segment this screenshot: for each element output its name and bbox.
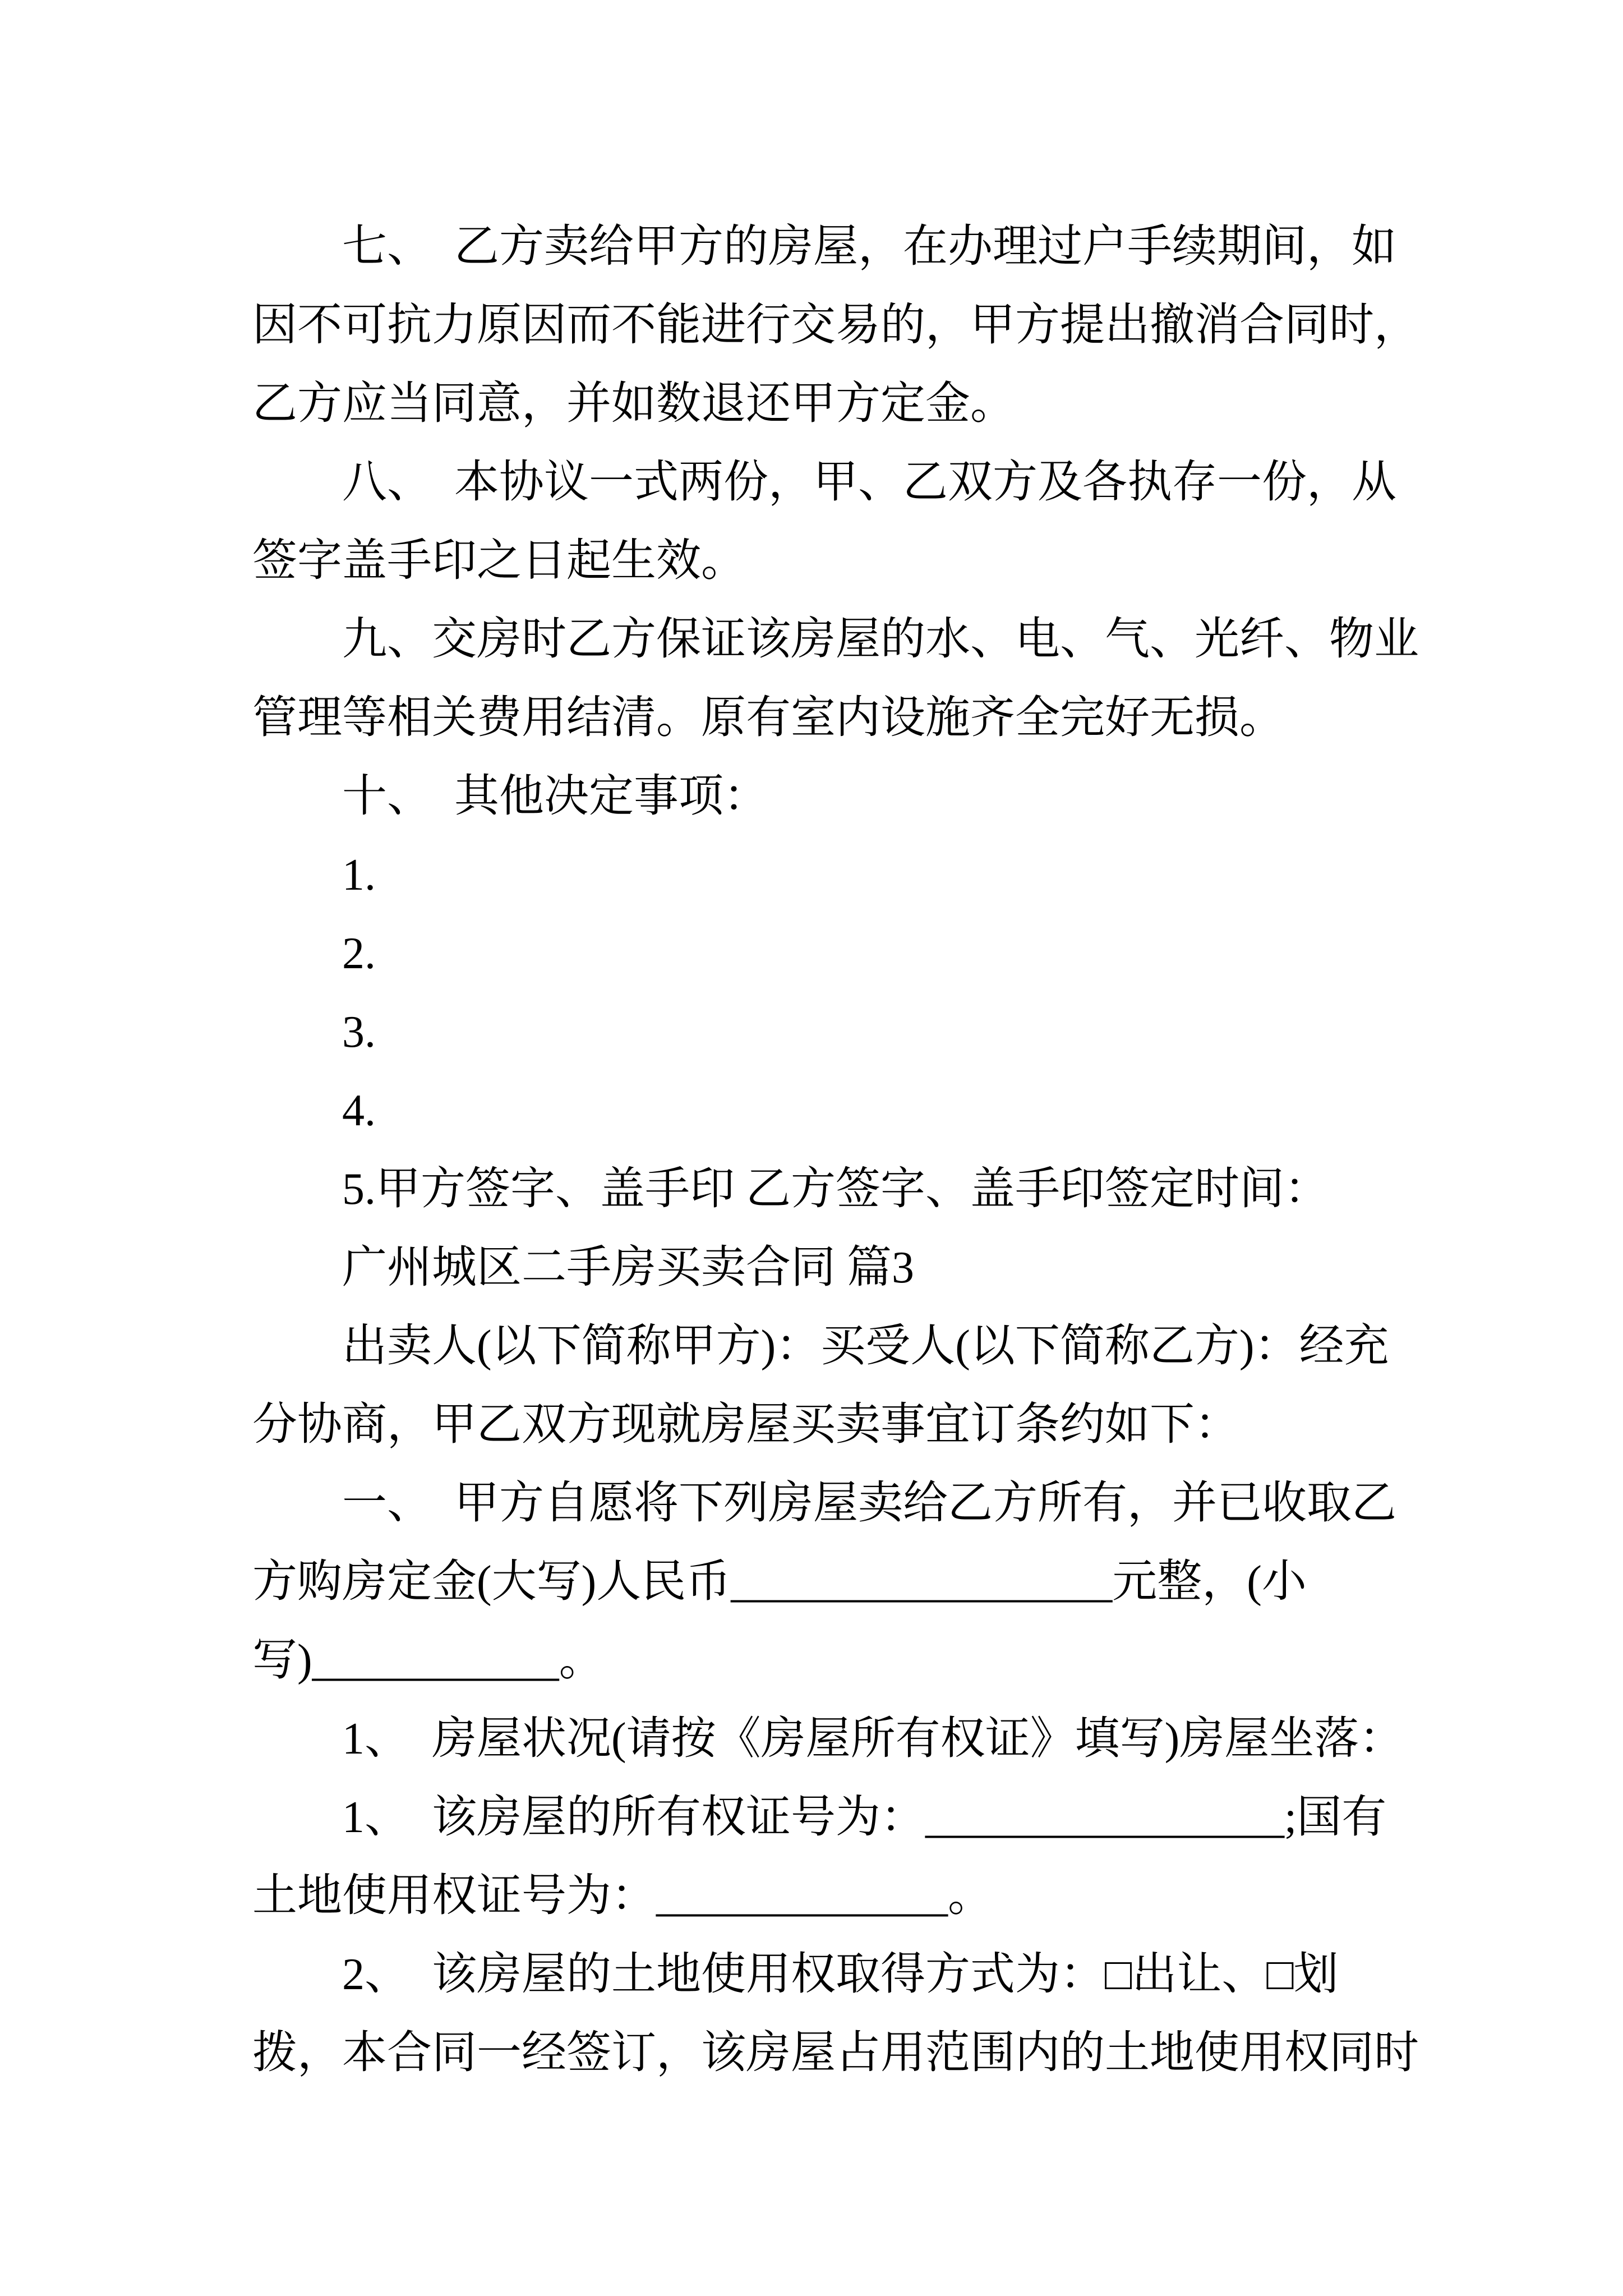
text-line: 1、 该房屋的所有权证号为：________________;国有: [342, 1793, 1387, 1842]
text-line: 4.: [342, 1086, 376, 1135]
text-line: 九、交房时乙方保证该房屋的水、电、气、光纤、物业: [342, 615, 1419, 664]
text-line: 写)___________。: [252, 1636, 604, 1685]
text-line: 出卖人(以下简称甲方)：买受人(以下简称乙方)：经充: [342, 1322, 1389, 1371]
text-line: 方购房定金(大写)人民币_________________元整，(小: [252, 1557, 1307, 1607]
text-line: 2.: [342, 929, 376, 978]
text-line: 5.甲方签字、盖手印 乙方签字、盖手印签定时间：: [342, 1165, 1329, 1214]
text-line: 签字盖手印之日起生效。: [252, 536, 746, 586]
text-line: 广州城区二手房买卖合同 篇3: [342, 1243, 914, 1292]
text-line: 2、 该房屋的土地使用权取得方式为：□出让、□划: [342, 1950, 1339, 1999]
text-line: 八、 本协议一式两份，甲、乙双方及各执存一份，从: [342, 458, 1396, 507]
text-line: 十、 其他决定事项：: [342, 772, 768, 821]
text-line: 拨，本合同一经签订，该房屋占用范围内的土地使用权同时: [252, 2028, 1419, 2078]
text-line: 1.: [342, 850, 376, 900]
text-line: 分协商，甲乙双方现就房屋买卖事宜订条约如下：: [252, 1400, 1239, 1450]
text-line: 一、 甲方自愿将下列房屋卖给乙方所有，并已收取乙: [342, 1479, 1396, 1528]
text-line: 七、 乙方卖给甲方的房屋，在办理过户手续期间，如: [342, 222, 1396, 272]
text-line: 土地使用权证号为：_____________。: [252, 1871, 993, 1921]
text-line: 3.: [342, 1007, 376, 1057]
contract-text-block: [252, 208, 1432, 2092]
text-line: 1、 房屋状况(请按《房屋所有权证》填写)房屋坐落：: [342, 1714, 1404, 1764]
text-line: 管理等相关费用结清。原有室内设施齐全完好无损。: [252, 693, 1284, 743]
text-line: 乙方应当同意，并如数退还甲方定金。: [252, 379, 1015, 429]
text-line: 因不可抗力原因而不能进行交易的，甲方提出撤消合同时，: [252, 301, 1419, 350]
